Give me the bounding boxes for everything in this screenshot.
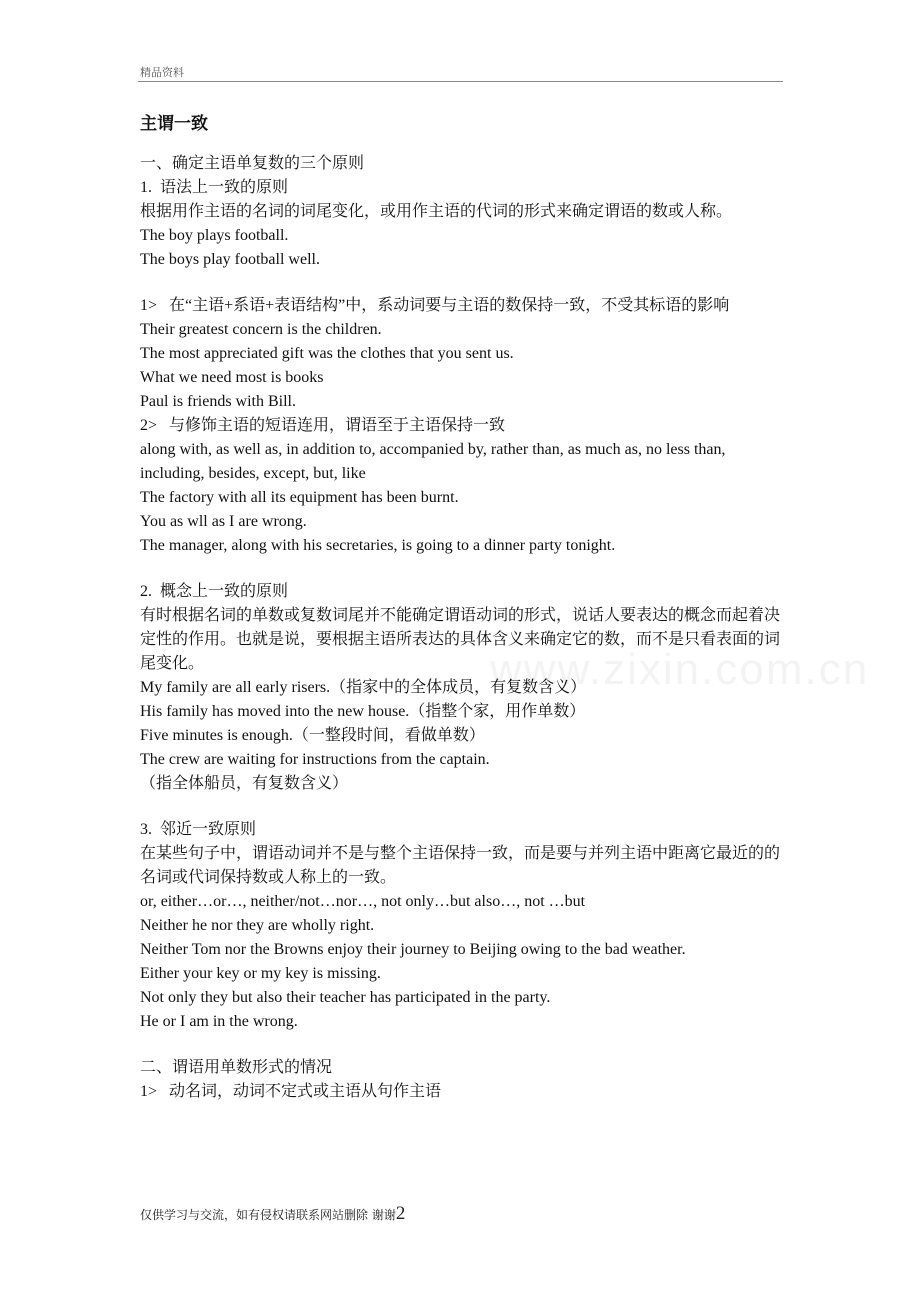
example-sentence: The boys play football well.	[140, 251, 320, 268]
section-heading: 二、谓语用单数形式的情况	[140, 1059, 333, 1076]
example-sentence: Neither Tom nor the Browns enjoy their journey to Beijing owing to the bad weather.	[140, 941, 686, 958]
example-sentence: His family has moved into the new house.（指整个家，用作单数）	[140, 703, 586, 720]
paragraph: 有时根据名词的单数或复数词尾并不能确定谓语动词的形式，说话人要表达的概念而起着决定性的作用。也就是说，要根据主语所表达的具体含义来确定它的数，而不是只看表面的词尾变化。	[140, 607, 781, 672]
example-sentence: The factory with all its equipment has been burnt.	[140, 489, 459, 506]
example-sentence: Paul is friends with Bill.	[140, 393, 296, 410]
subsection-heading: 3. 邻近一致原则	[140, 821, 257, 838]
example-sentence: Either your key or my key is missing.	[140, 965, 381, 982]
example-sentence: You as wll as I are wrong.	[140, 513, 307, 530]
rule-item: 1> 在“主语+系语+表语结构”中，系动词要与主语的数保持一致，不受其标语的影响	[140, 297, 730, 314]
example-sentence: Five minutes is enough.（一整段时间，看做单数）	[140, 727, 485, 744]
example-sentence: Neither he nor they are wholly right.	[140, 917, 375, 934]
example-note: （指全体船员，有复数含义）	[140, 775, 349, 792]
example-sentence: What we need most is books	[140, 369, 324, 386]
page-title: 主谓一致	[140, 114, 208, 134]
example-sentence: Their greatest concern is the children.	[140, 321, 382, 338]
paragraph: 根据用作主语的名词的词尾变化，或用作主语的代词的形式来确定谓语的数或人称。	[140, 203, 733, 220]
example-sentence: The crew are waiting for instructions from the captain.	[140, 751, 490, 768]
example-sentence: The most appreciated gift was the clothes that you sent us.	[140, 345, 514, 362]
subsection-heading: 2. 概念上一致的原则	[140, 583, 289, 600]
section-heading: 一、确定主语单复数的三个原则	[140, 155, 365, 172]
page-number: 2	[395, 1203, 406, 1224]
footer-text: 仅供学习与交流，如有侵权请联系网站删除 谢谢	[140, 1208, 396, 1222]
example-sentence: He or I am in the wrong.	[140, 1013, 298, 1030]
watermark: www.zixin.com.cn	[490, 645, 870, 694]
rule-item: 2> 与修饰主语的短语连用，谓语至于主语保持一致	[140, 417, 506, 434]
example-sentence: Not only they but also their teacher has participated in the party.	[140, 989, 551, 1006]
rule-item: 1> 动名词，动词不定式或主语从句作主语	[140, 1083, 442, 1100]
header-label: 精品资料	[140, 66, 184, 79]
phrase-list: along with, as well as, in addition to, accompanied by, rather than, as much as, no less than, including, besides, except, but, like	[140, 441, 726, 482]
subsection-heading: 1. 语法上一致的原则	[140, 179, 289, 196]
phrase-list: or, either…or…, neither/not…nor…, not only…but also…, not …but	[140, 893, 586, 910]
example-sentence: The boy plays football.	[140, 227, 289, 244]
document-body	[140, 110, 786, 1104]
header-rule	[138, 81, 783, 82]
paragraph: 在某些句子中，谓语动词并不是与整个主语保持一致，而是要与并列主语中距离它最近的的名词或代词保持数或人称上的一致。	[140, 845, 781, 886]
example-sentence: The manager, along with his secretaries, is going to a dinner party tonight.	[140, 537, 616, 554]
example-sentence: My family are all early risers.（指家中的全体成员，有复数含义）	[140, 679, 587, 696]
footer	[140, 1203, 405, 1225]
